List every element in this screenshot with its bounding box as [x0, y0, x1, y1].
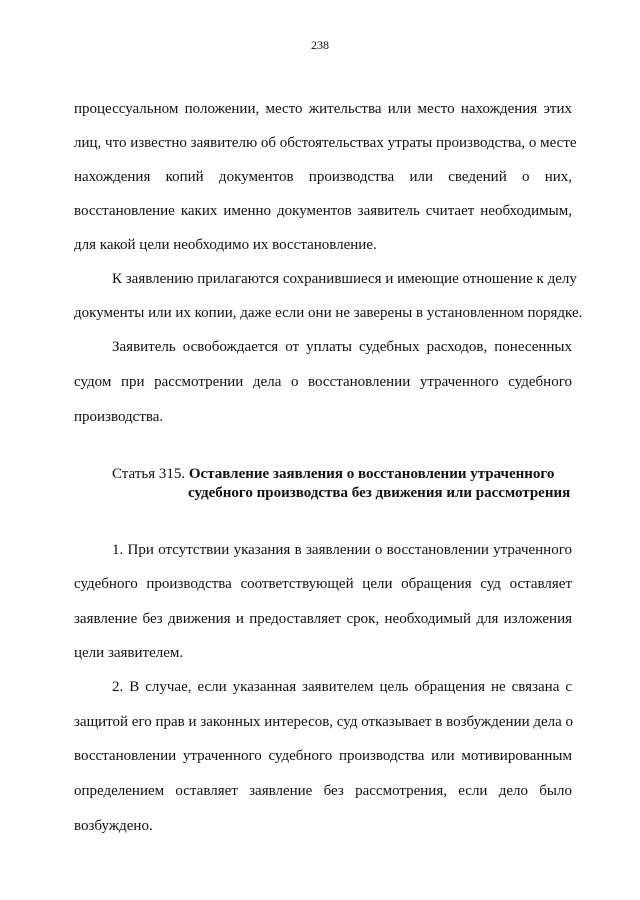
- page-number: 238: [311, 38, 329, 52]
- article-title-line1: Оставление заявления о восстановлении утраченного: [188, 466, 555, 482]
- text-line: 2. В случае, если указанная заявителем цель обращения не связана с: [112, 679, 572, 695]
- article-title-line2: судебного производства без движения или рассмотрения: [188, 485, 571, 501]
- text-line: нахождения копий документов производства или сведений о них,: [74, 169, 572, 185]
- text-line: заявление без движения и предоставляет срок, необходимый для изложения: [74, 611, 572, 627]
- text-line: определением оставляет заявление без рассмотрения, если дело было: [74, 783, 572, 799]
- text-line: К заявлению прилагаются сохранившиеся и имеющие отношение к делу: [112, 271, 577, 287]
- text-line: производства.: [74, 409, 164, 425]
- text-line: документы или их копии, даже если они не заверены в установленном порядке.: [74, 305, 583, 321]
- text-line: процессуальном положении, место жительства или место нахождения этих: [74, 101, 572, 117]
- text-line: 1. При отсутствии указания в заявлении о восстановлении утраченного: [112, 542, 572, 558]
- text-line: судебного производства соответствующей цели обращения суд оставляет: [74, 576, 572, 592]
- text-line: судом при рассмотрении дела о восстановлении утраченного судебного: [74, 374, 572, 390]
- text-line: Заявитель освобождается от уплаты судебных расходов, понесенных: [112, 339, 572, 355]
- text-line: восстановление каких именно документов заявитель считает необходимым,: [74, 203, 572, 219]
- text-line: цели заявителем.: [74, 645, 184, 661]
- text-line: защитой его прав и законных интересов, суд отказывает в возбуждении дела о: [74, 714, 574, 730]
- text-line: восстановлении утраченного судебного производства или мотивированным: [74, 748, 572, 764]
- text-line: возбуждено.: [74, 818, 153, 834]
- article-label: Статья 315.: [112, 466, 186, 482]
- text-line: лиц, что известно заявителю об обстоятельствах утраты производства, о месте: [74, 135, 577, 151]
- text-line: для какой цели необходимо их восстановление.: [74, 237, 377, 253]
- article-heading: [112, 465, 582, 483]
